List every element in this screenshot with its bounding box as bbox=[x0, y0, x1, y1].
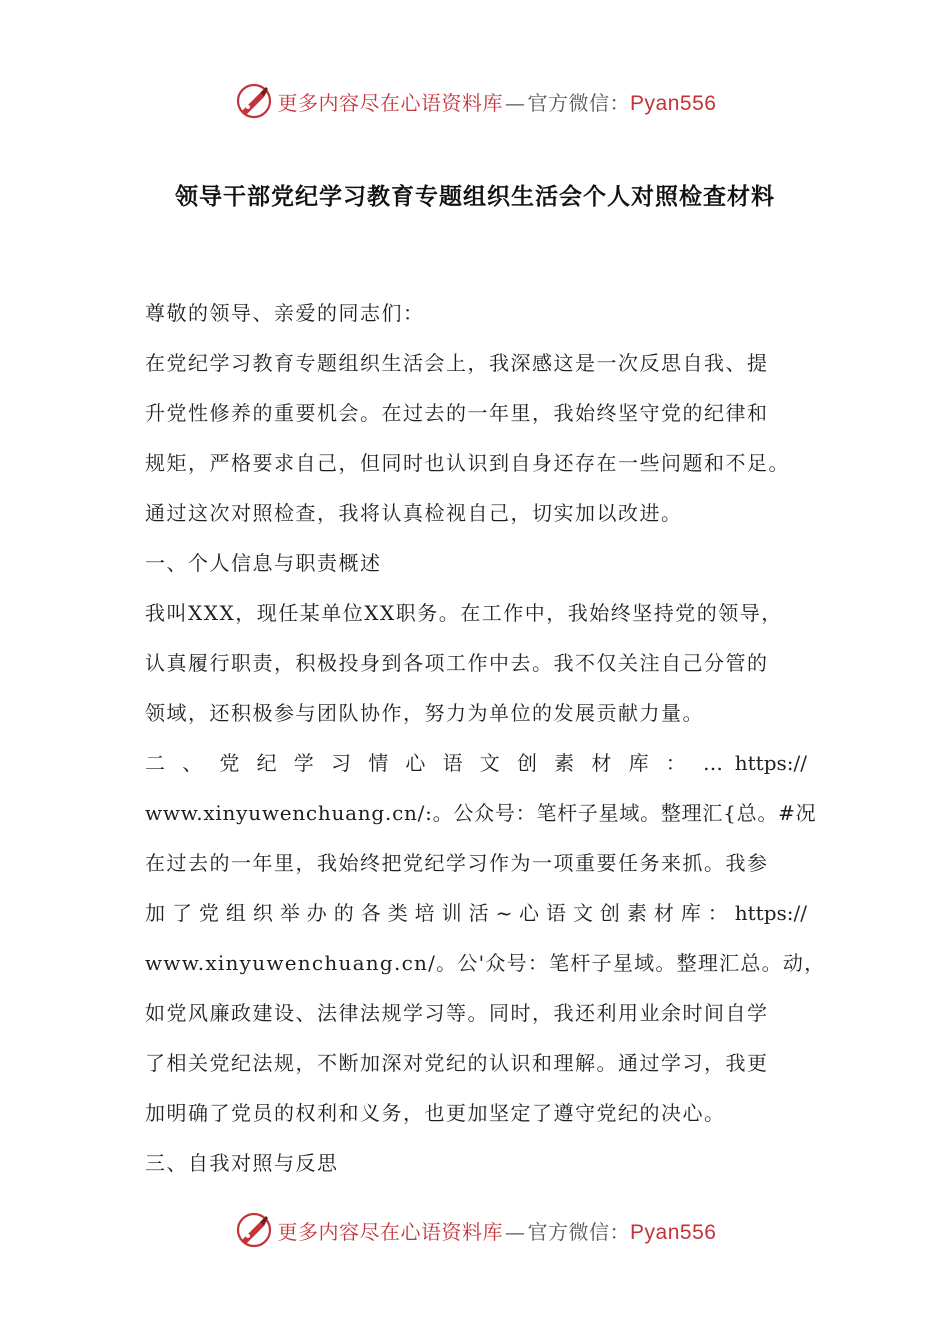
pen-nib-logo-icon bbox=[234, 1210, 274, 1250]
body-line: 通过这次对照检查，我将认真检视自己，切实加以改进。 bbox=[145, 501, 683, 525]
watermark-separator: — bbox=[505, 1219, 526, 1244]
watermark-wechat-id: Pyan556 bbox=[630, 91, 717, 115]
watermark-site: 更多内容尽在心语资料库 bbox=[277, 90, 504, 115]
pen-nib-logo-icon bbox=[234, 81, 274, 121]
watermark-label: 官方微信： bbox=[527, 90, 631, 115]
watermark-label: 官方微信： bbox=[527, 1219, 631, 1244]
body-line: 规矩，严格要求自己，但同时也认识到自身还存在一些问题和不足。 bbox=[145, 451, 790, 475]
body-line: 在党纪学习教育专题组织生活会上，我深感这是一次反思自我、提 bbox=[145, 351, 769, 375]
salutation: 尊敬的领导、亲爱的同志们： bbox=[145, 301, 425, 325]
body-line: 了相关党纪法规，不断加深对党纪的认识和理解。通过学习，我更 bbox=[145, 1051, 769, 1075]
body-line: www.xinyuwenchuang.cn/。公'众号：笔杆子星域。整理汇总。动， bbox=[145, 951, 826, 975]
watermark-banner-bottom bbox=[0, 1205, 950, 1255]
section-heading-1: 一、个人信息与职责概述 bbox=[145, 551, 382, 575]
body-line: www.xinyuwenchuang.cn/:。公众号：笔杆子星域。整理汇{总。#况 bbox=[145, 801, 817, 825]
watermark-banner-top bbox=[0, 76, 950, 126]
body-line: 认真履行职责，积极投身到各项工作中去。我不仅关注自己分管的 bbox=[145, 651, 769, 675]
watermark-site: 更多内容尽在心语资料库 bbox=[277, 1219, 504, 1244]
body-line: 如党风廉政建设、法律法规学习等。同时，我还利用业余时间自学 bbox=[145, 1001, 769, 1025]
watermark-text bbox=[278, 87, 717, 116]
body-line: 我叫XXX，现任某单位XX职务。在工作中，我始终坚持党的领导， bbox=[145, 601, 783, 625]
document-body bbox=[145, 288, 826, 1188]
watermark-text bbox=[278, 1216, 717, 1245]
section-heading-2: 二 、 党 纪 学 习 情 心 语 文 创 素 材 库 ： … https:// bbox=[145, 751, 807, 775]
body-line: 加 了 党 组 织 举 办 的 各 类 培 训 活 ~ 心 语 文 创 素 材 库 ： https:// bbox=[145, 901, 807, 925]
body-line: 加明确了党员的权利和义务，也更加坚定了遵守党纪的决心。 bbox=[145, 1101, 726, 1125]
body-line: 在过去的一年里，我始终把党纪学习作为一项重要任务来抓。我参 bbox=[145, 851, 769, 875]
watermark-wechat-id: Pyan556 bbox=[630, 1220, 717, 1244]
section-heading-3: 三、自我对照与反思 bbox=[145, 1151, 339, 1175]
document-title: 领导干部党纪学习教育专题组织生活会个人对照检查材料 bbox=[175, 183, 775, 210]
body-line: 领域，还积极参与团队协作，努力为单位的发展贡献力量。 bbox=[145, 701, 704, 725]
body-line: 升党性修养的重要机会。在过去的一年里，我始终坚守党的纪律和 bbox=[145, 401, 769, 425]
watermark-separator: — bbox=[505, 90, 526, 115]
